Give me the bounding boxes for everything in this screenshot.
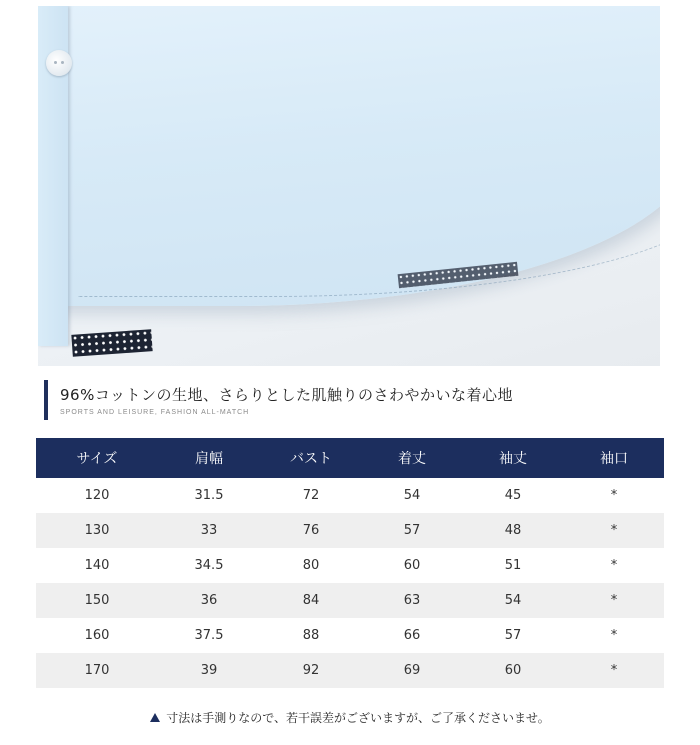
table-row [36, 618, 664, 653]
cell-shoulder: 37.5 [194, 628, 224, 643]
table-row [36, 583, 664, 618]
cell-size: 140 [84, 558, 110, 573]
header-bust: バスト [260, 438, 362, 478]
cell-bust: 92 [260, 653, 362, 688]
cell-length: 66 [403, 628, 421, 643]
cell-cuff: * [564, 583, 664, 618]
warning-triangle-icon [150, 713, 160, 722]
cell-bust: 80 [302, 558, 320, 573]
product-photo [38, 6, 660, 366]
cell-sleeve: 54 [462, 583, 564, 618]
cell-bust: 84 [260, 583, 362, 618]
table-row [36, 478, 664, 513]
cell-size: 130 [36, 513, 158, 548]
cell-size: 160 [84, 628, 110, 643]
cell-shoulder: 36 [158, 583, 260, 618]
table-header-row [36, 438, 664, 478]
header-length: 着丈 [362, 438, 462, 478]
cell-length: 69 [362, 653, 462, 688]
table-row [36, 548, 664, 583]
cell-cuff: * [564, 653, 664, 688]
cell-length: 63 [362, 583, 462, 618]
cell-shoulder: 34.5 [194, 558, 224, 573]
cell-sleeve: 45 [504, 488, 522, 503]
header-size: サイズ [36, 438, 158, 478]
cell-sleeve: 60 [462, 653, 564, 688]
header-sleeve-length: 袖丈 [462, 438, 564, 478]
cell-sleeve: 48 [462, 513, 564, 548]
cell-shoulder: 39 [158, 653, 260, 688]
cell-sleeve: 51 [504, 558, 522, 573]
feature-subheading: SPORTS AND LEISURE, FASHION ALL-MATCH [60, 409, 250, 416]
cell-sleeve: 57 [504, 628, 522, 643]
hem-stitching [78, 126, 660, 297]
cell-cuff: * [610, 488, 618, 503]
cell-length: 57 [362, 513, 462, 548]
table-row [36, 513, 664, 548]
measurement-note [0, 709, 700, 726]
measurement-note-text: 寸法は手測りなので、若干誤差がございますが、ご了承くださいませ。 [166, 711, 550, 725]
cell-size: 150 [36, 583, 158, 618]
cell-cuff: * [610, 628, 618, 643]
cell-cuff: * [564, 513, 664, 548]
table-row [36, 653, 664, 688]
cell-cuff: * [610, 558, 618, 573]
cell-bust: 76 [260, 513, 362, 548]
cell-length: 60 [403, 558, 421, 573]
cell-shoulder: 31.5 [194, 488, 224, 503]
cell-shoulder: 33 [158, 513, 260, 548]
cell-size: 120 [84, 488, 110, 503]
cell-bust: 88 [302, 628, 320, 643]
polka-dot-cuff [71, 329, 152, 357]
cell-size: 170 [36, 653, 158, 688]
heading-accent-bar [44, 380, 48, 420]
header-shoulder-width: 肩幅 [158, 438, 260, 478]
cell-bust: 72 [302, 488, 320, 503]
shirt-button-icon [46, 50, 72, 76]
header-cuff: 袖口 [564, 438, 664, 478]
cell-length: 54 [403, 488, 421, 503]
size-chart-table [36, 438, 664, 688]
feature-heading: 96%コットンの生地、さらりとした肌触りのさわやかいな着心地 [60, 386, 514, 404]
